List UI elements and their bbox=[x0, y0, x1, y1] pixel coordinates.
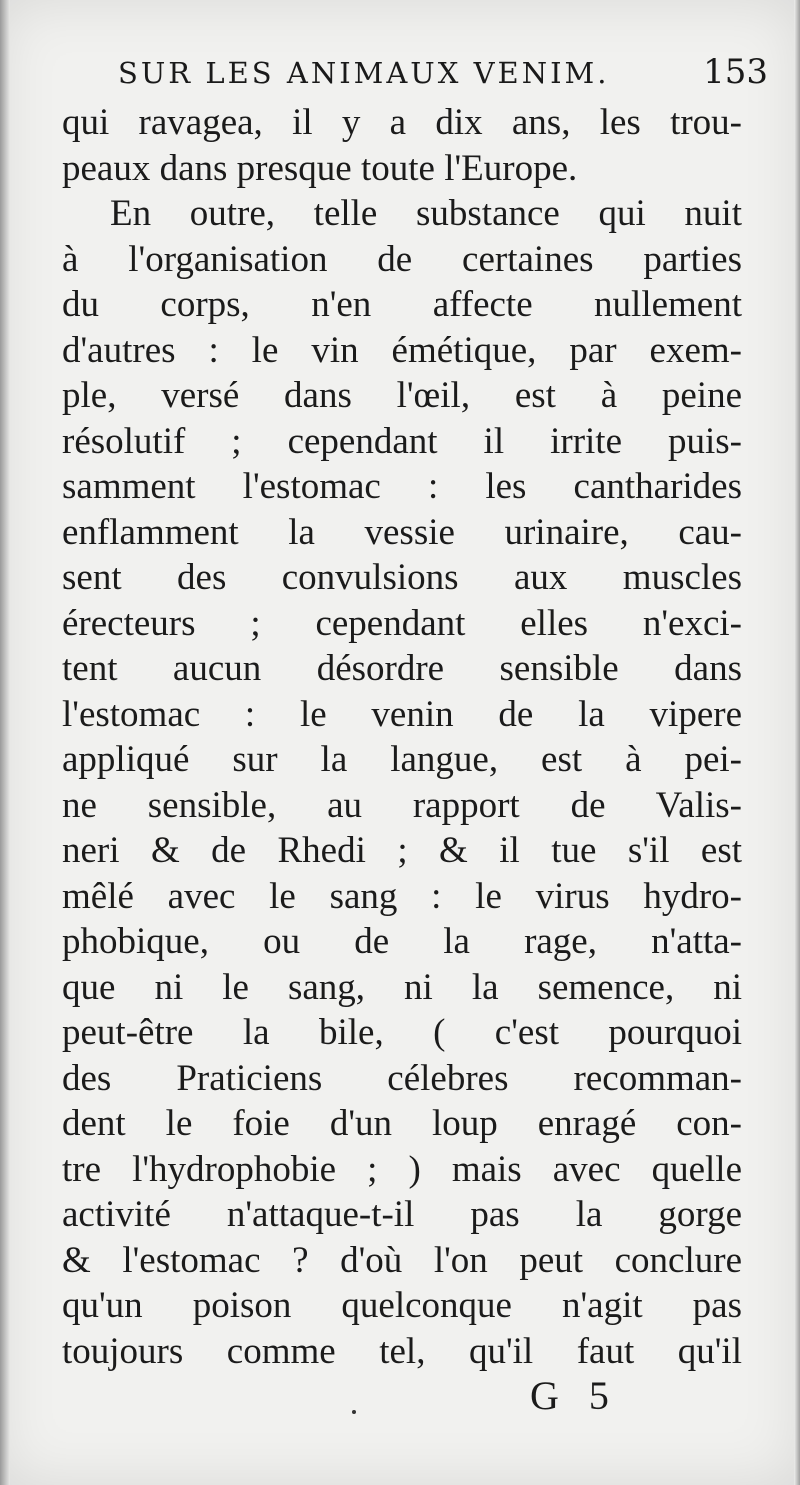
text-line: mêlé avec le sang : le virus hydro- bbox=[62, 875, 742, 917]
text-line: activité n'attaque-t-il pas la gorge bbox=[62, 1194, 742, 1235]
text-line: peaux dans presque toute l'Europe. bbox=[62, 147, 578, 189]
text-line: En outre, telle substance qui nuit bbox=[110, 193, 742, 234]
text-line: qu'un poison quelconque n'agit pas bbox=[62, 1285, 742, 1326]
text-line: ple, versé dans l'œil, est à peine bbox=[62, 375, 742, 416]
text-line: peut-être la bile, ( c'est pourquoi bbox=[62, 1012, 742, 1053]
running-head: SUR LES ANIMAUX VENIM. bbox=[118, 56, 610, 90]
signature-mark: G 5 bbox=[530, 1373, 619, 1418]
text-line: tre l'hydrophobie ; ) mais avec quelle bbox=[62, 1148, 742, 1190]
text-line: que ni le sang, ni la semence, ni bbox=[62, 966, 742, 1008]
text-line: ne sensible, au rapport de Valis- bbox=[62, 784, 742, 826]
text-line: neri & de Rhedi ; & il tue s'il est bbox=[62, 830, 742, 871]
text-line: dent le foie d'un loup enragé con- bbox=[62, 1103, 742, 1144]
text-line: érecteurs ; cependant elles n'exci- bbox=[62, 602, 742, 644]
text-line: d'autres : le vin émétique, par exem- bbox=[62, 329, 742, 371]
text-line: phobique, ou de la rage, n'atta- bbox=[62, 921, 742, 962]
text-line: des Praticiens célebres recomman- bbox=[62, 1057, 742, 1099]
text-line: à l'organisation de certaines parties bbox=[62, 238, 742, 280]
text-line: appliqué sur la langue, est à pei- bbox=[62, 739, 742, 780]
page-right-edge bbox=[794, 0, 800, 1485]
text-line: toujours comme tel, qu'il faut qu'il bbox=[62, 1330, 742, 1372]
text-line: sent des convulsions aux muscles bbox=[62, 557, 742, 598]
text-line: du corps, n'en affecte nullement bbox=[62, 284, 742, 325]
text-line: & l'estomac ? d'où l'on peut conclure bbox=[62, 1239, 742, 1281]
text-line: l'estomac : le venin de la vipere bbox=[62, 693, 742, 735]
ink-speck bbox=[352, 1410, 356, 1414]
page-header bbox=[118, 48, 768, 98]
page-left-edge bbox=[0, 0, 10, 1485]
text-line: qui ravagea, il y a dix ans, les trou- bbox=[62, 102, 742, 143]
text-line: samment l'estomac : les cantharides bbox=[62, 466, 742, 507]
text-line: enflamment la vessie urinaire, cau- bbox=[62, 511, 742, 553]
page-number: 153 bbox=[703, 52, 768, 92]
text-line: tent aucun désordre sensible dans bbox=[62, 648, 742, 689]
text-line: résolutif ; cependant il irrite puis- bbox=[62, 420, 742, 462]
body-text bbox=[62, 100, 742, 1374]
